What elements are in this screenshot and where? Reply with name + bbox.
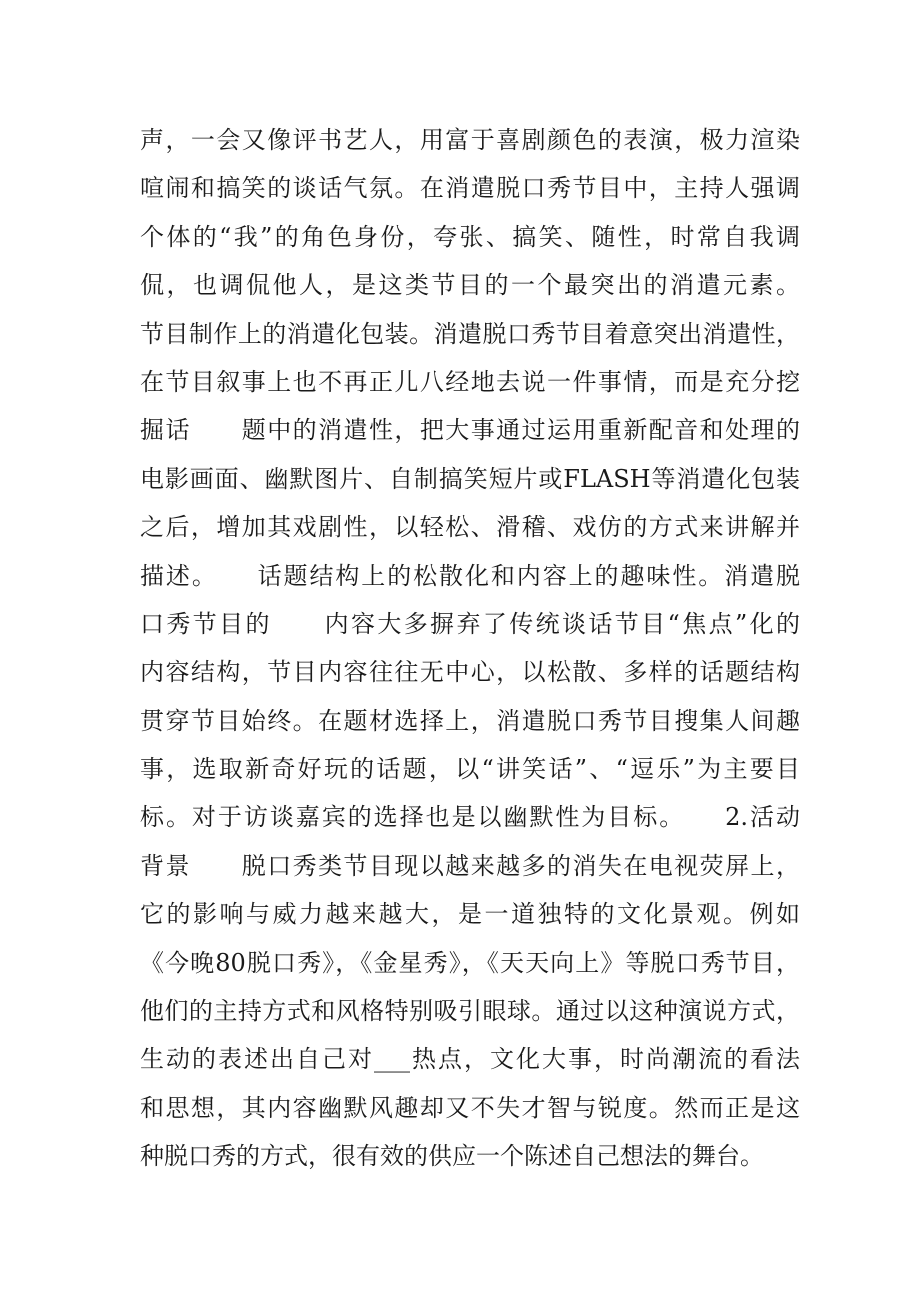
text-line: 生动的表述出自己对___热点，文化大事，时尚潮流的看法 [140, 1045, 800, 1074]
text-line: 《今晚80脱口秀》，《金星秀》，《天天向上》等脱口秀节目， [140, 948, 800, 977]
text-line: 节目制作上的消遣化包装。消遣脱口秀节目着意突出消遣性， [140, 319, 800, 348]
text-line: 事，选取新奇好玩的话题，以“讲笑话”、“逗乐”为主要目 [140, 755, 800, 784]
text-line: 它的影响与威力越来越大，是一道独特的文化景观。例如 [140, 900, 800, 929]
text-line: 喧闹和搞笑的谈话气氛。在消遣脱口秀节目中，主持人强调 [140, 174, 800, 203]
text-line: 口秀节目的 内容大多摒弃了传统谈话节目“焦点”化的 [140, 609, 800, 638]
text-line: 内容结构，节目内容往往无中心，以松散、多样的话题结构 [140, 658, 800, 687]
text-line: 掘话 题中的消遣性，把大事通过运用重新配音和处理的 [140, 416, 800, 445]
body-text [140, 116, 800, 1181]
text-line: 个体的“我”的角色身份，夸张、搞笑、随性，时常自我调 [140, 222, 800, 251]
text-line: 声，一会又像评书艺人，用富于喜剧颜色的表演，极力渲染 [140, 126, 800, 154]
text-line: 种脱口秀的方式，很有效的供应一个陈述自己想法的舞台。 [140, 1142, 764, 1171]
text-line: 他们的主持方式和风格特别吸引眼球。通过以这种演说方式， [140, 997, 800, 1026]
text-line: 贯穿节目始终。在题材选择上，消遣脱口秀节目搜集人间趣 [140, 706, 800, 735]
text-line: 描述。 话题结构上的松散化和内容上的趣味性。消遣脱 [140, 561, 800, 590]
text-line: 在节目叙事上也不再正儿八经地去说一件事情，而是充分挖 [140, 367, 800, 396]
text-line: 标。对于访谈嘉宾的选择也是以幽默性为目标。 2.活动 [140, 803, 800, 832]
text-line: 和思想，其内容幽默风趣却又不失才智与锐度。然而正是这 [140, 1093, 800, 1122]
text-line: 电影画面、幽默图片、自制搞笑短片或FLASH等消遣化包装 [140, 464, 800, 493]
text-line: 背景 脱口秀类节目现以越来越多的消失在电视荧屏上， [140, 851, 800, 880]
text-line: 侃，也调侃他人，是这类节目的一个最突出的消遣元素。 [140, 271, 800, 300]
text-line: 之后，增加其戏剧性，以轻松、滑稽、戏仿的方式来讲解并 [140, 513, 800, 542]
